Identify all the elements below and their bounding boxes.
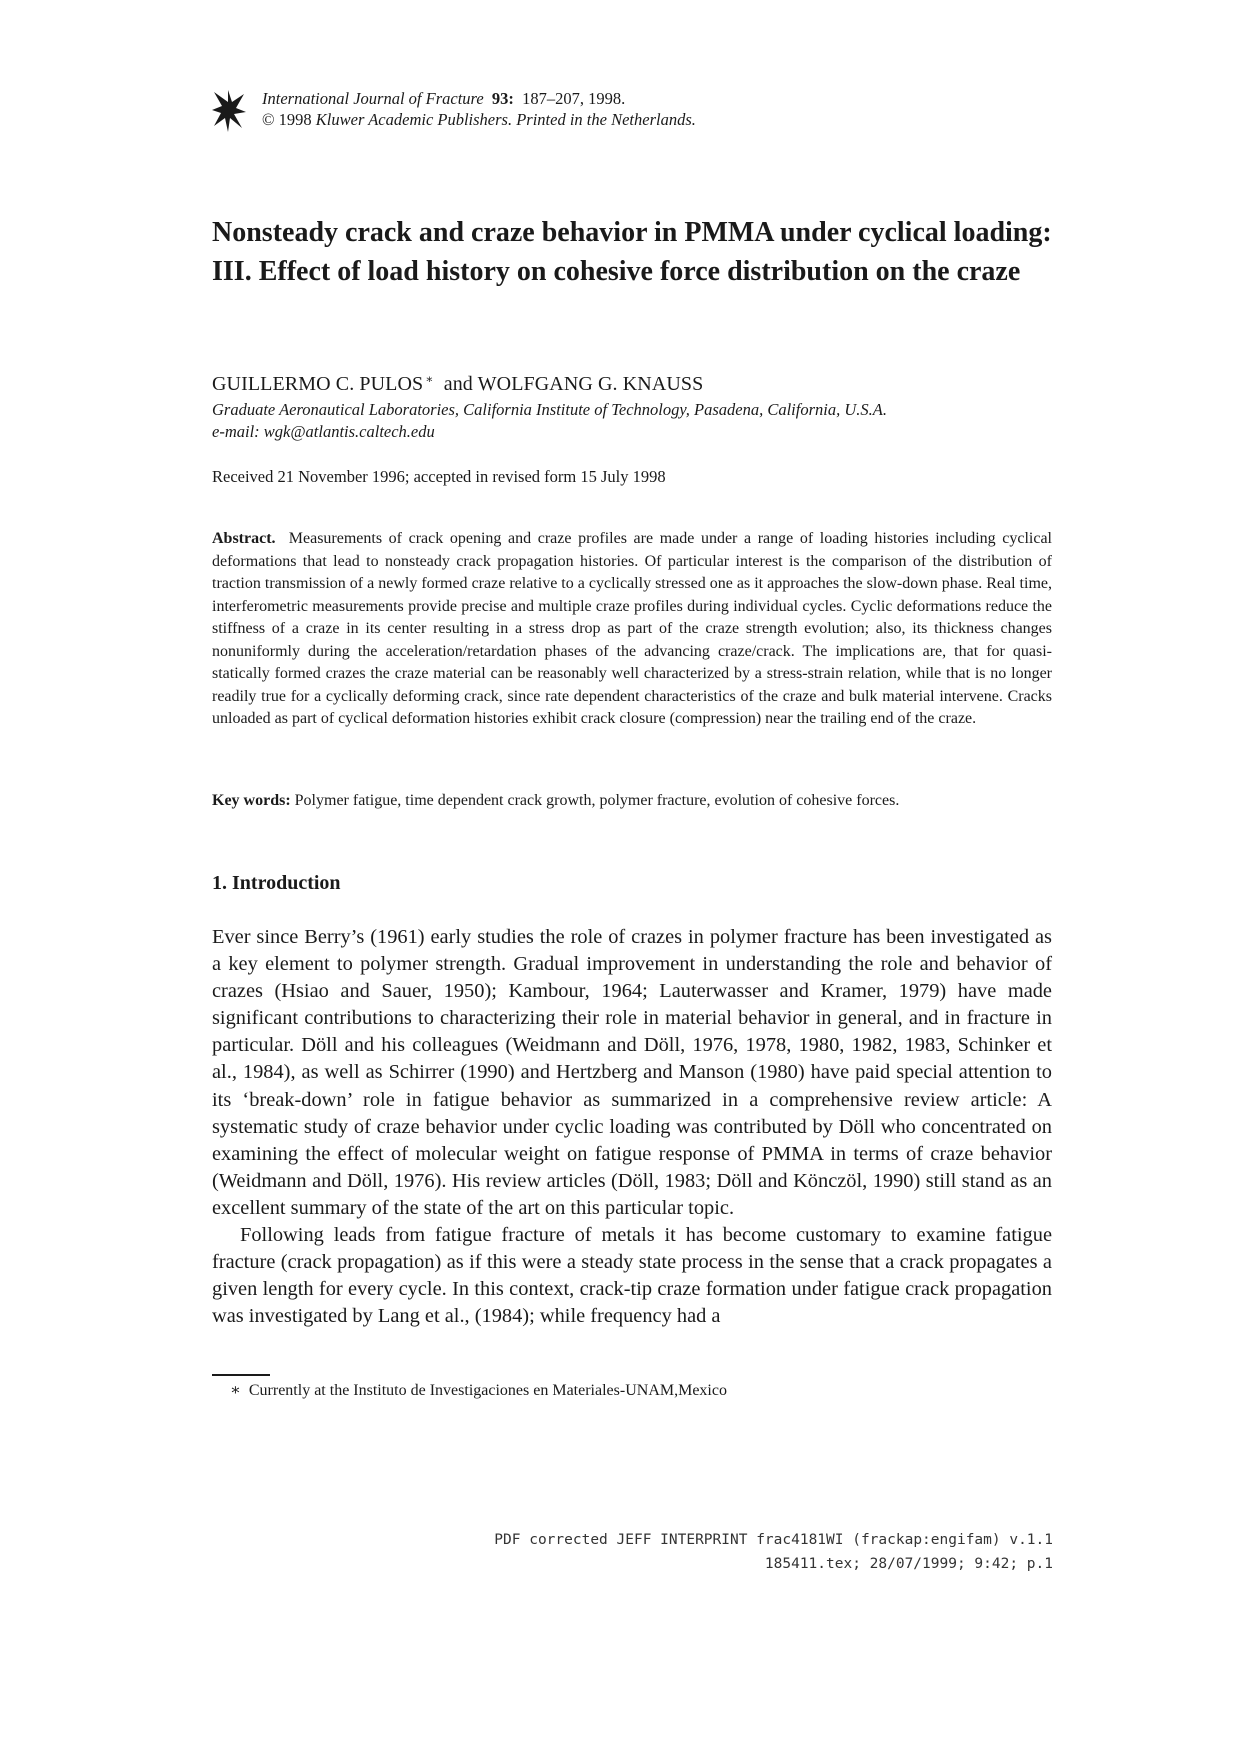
journal-name: International Journal of Fracture [262, 89, 484, 108]
print-footer [494, 1528, 1053, 1576]
footnote-divider [212, 1374, 270, 1376]
affiliation: Graduate Aeronautical Laboratories, California Institute of Technology, Pasadena, California, U.S.A. [212, 400, 887, 419]
footnote-mark: ∗ [230, 1382, 241, 1399]
keywords-text: Polymer fatigue, time dependent crack growth, polymer fracture, evolution of cohesive forces. [294, 792, 900, 809]
abstract-text: Measurements of crack opening and craze profiles are made under a range of loading histories including cyclical deformations that lead to nonsteady crack propagation histories. Of particular interest is the comparison of the distribution of traction transmission of a newly formed craze relative to a cyclically stressed one as it approaches the slow-down phase. Real time, interferometric measurements provide precise and multiple craze profiles during individual cycles. Cyclic deformations reduce the stiffness of a craze in its center resulting in a stress drop as part of the craze strength evolution; also, its thickness changes nonuniformly during the acceleration/retardation phases of the advancing craze/crack. The implications are, that for quasi-statically formed crazes the craze material can be reasonably well characterized by a stress-strain relation, while that is no longer readily true for a cyclically deforming crack, since rate dependent characteristics of the craze and bulk material intervene. Cracks unloaded as part of cyclical deformation histories exhibit crack closure (compression) near the trailing end of the craze. [212, 530, 1052, 727]
copyright-year: © 1998 [262, 110, 312, 129]
author-2: WOLFGANG G. KNAUSS [477, 373, 704, 395]
article-title: Nonsteady crack and craze behavior in PMMA under cyclical loading: III. Effect of load history on cohesive force distribution on the craze [212, 217, 1052, 287]
abstract-label: Abstract. [212, 530, 276, 547]
footer-line-2: 185411.tex; 28/07/1999; 9:42; p.1 [764, 1556, 1053, 1572]
email: e-mail: wgk@atlantis.caltech.edu [212, 422, 435, 441]
keywords-label: Key words: [212, 792, 291, 809]
journal-volume: 93: [491, 89, 514, 108]
journal-citation [262, 88, 696, 130]
abstract [212, 528, 1052, 731]
author-1: GUILLERMO C. PULOS [212, 373, 424, 395]
journal-pages-year: 187–207, 1998. [522, 89, 626, 108]
footnote-text: Currently at the Instituto de Investigaciones en Materiales-UNAM,Mexico [248, 1382, 727, 1399]
paragraph-1: Ever since Berry’s (1961) early studies the role of crazes in polymer fracture has been investigated as a key element to polymer strength. Gradual improvement in understanding the role and behavior of crazes (Hsiao and Sauer, 1950); Kambour, 1964; Lauterwasser and Kramer, 1979) have made significant contributions to characterizing their role in material behavior in general, and in fracture in particular. Döll and his colleagues (Weidmann and Döll, 1976, 1978, 1980, 1982, 1983, Schinker et al., 1984), as well as Schirrer (1990) and Hertzberg and Manson (1980) have paid special attention to its ‘break-down’ role in fatigue behavior as summarized in a comprehensive review article: A systematic study of craze behavior under cyclic loading was contributed by Döll who concentrated on examining the effect of molecular weight on fatigue response of PMMA in terms of craze behavior (Weidmann and Döll, 1976). His review articles (Döll, 1983; Döll and Könczöl, 1990) still stand as an excellent summary of the state of the art on this particular topic. [212, 926, 1052, 1219]
journal-line-2 [262, 109, 696, 130]
author-line [212, 372, 703, 396]
section-heading: 1. Introduction [212, 872, 341, 894]
footnote [230, 1380, 727, 1400]
affiliation-block [212, 399, 1072, 443]
footer-line-1: PDF corrected JEFF INTERPRINT frac4181WI (frackap:engifam) v.1.1 [494, 1532, 1053, 1548]
publisher-logo-icon [212, 88, 246, 132]
author-1-footnote-mark: ∗ [425, 372, 434, 386]
journal-line-1 [262, 88, 696, 109]
keywords [212, 790, 1052, 812]
paragraph-2: Following leads from fatigue fracture of metals it has become customary to examine fatigue fracture (crack propagation) as if this were a steady state process in the sense that a crack propagates a given length for every cycle. In this context, crack-tip craze formation under fatigue crack propagation was investigated by Lang et al., (1984); while frequency had a [212, 1224, 1052, 1328]
author-join: and [443, 373, 473, 395]
publisher-line: Kluwer Academic Publishers. Printed in the Netherlands. [315, 110, 696, 129]
received-dates: Received 21 November 1996; accepted in revised form 15 July 1998 [212, 467, 666, 486]
body-text [212, 924, 1052, 1330]
